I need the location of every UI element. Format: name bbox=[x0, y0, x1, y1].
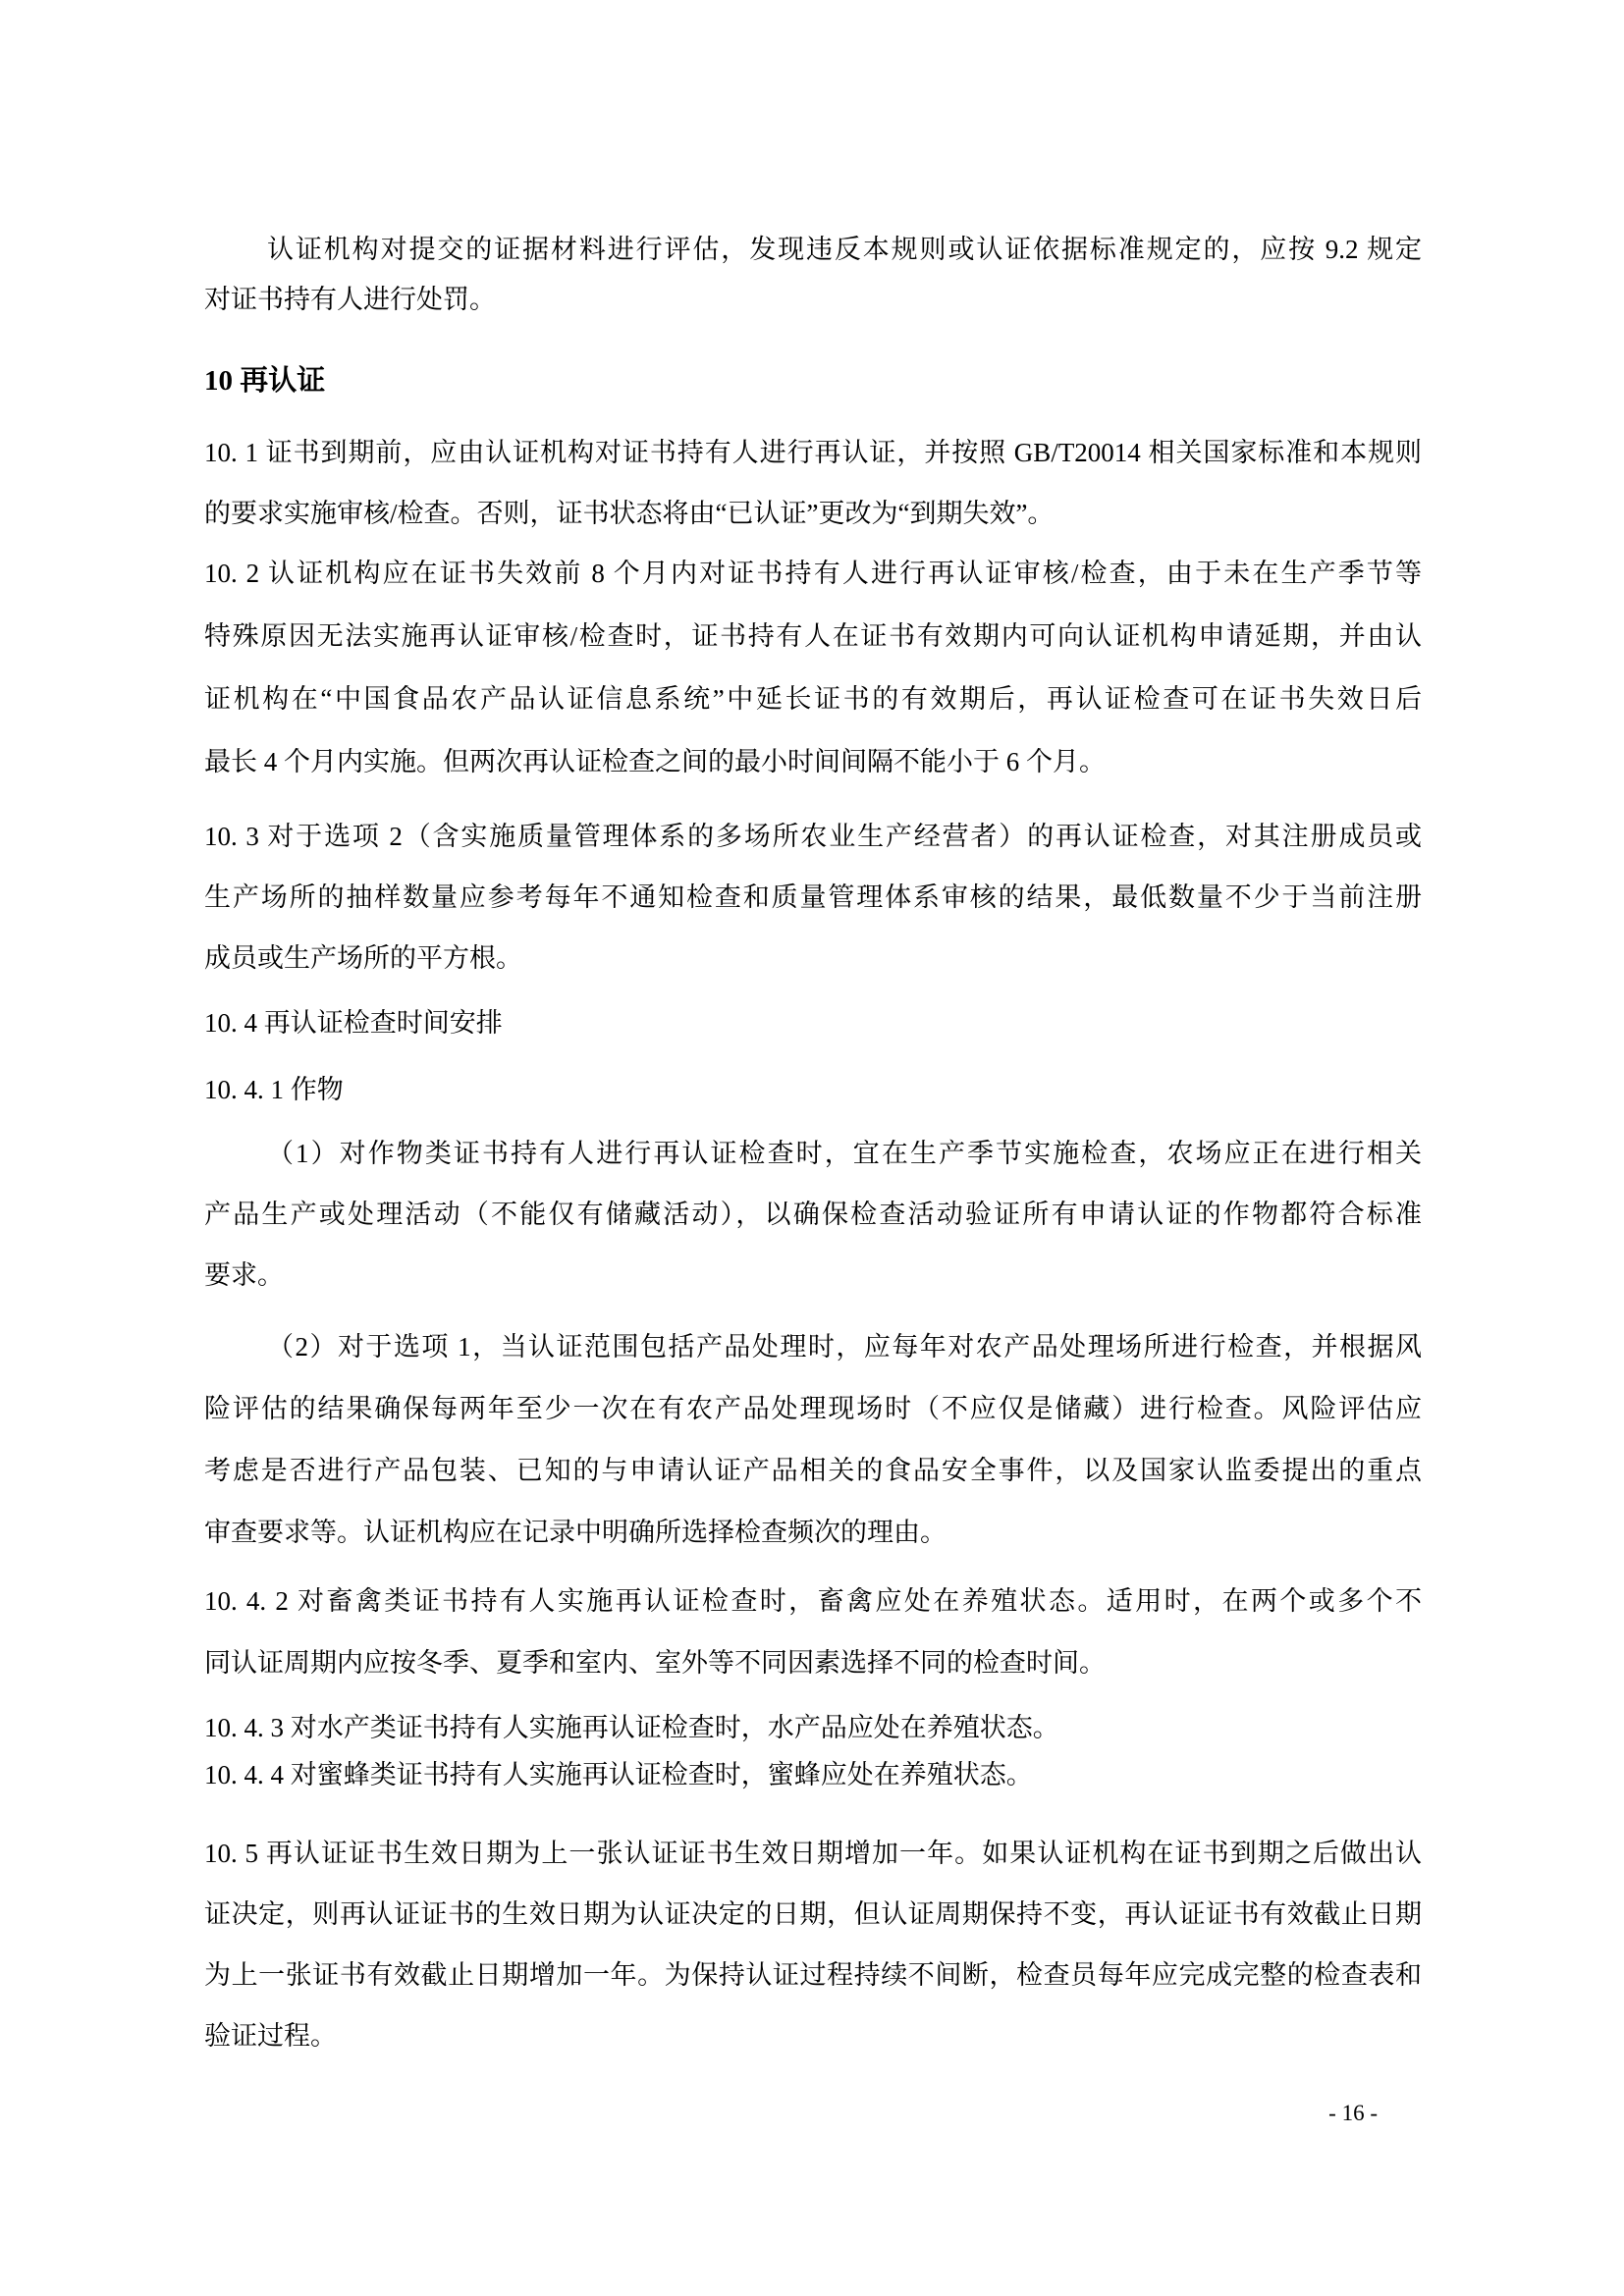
paragraph-10-4-2 bbox=[204, 1571, 1422, 1694]
heading-text: 10 再认证 bbox=[204, 365, 326, 397]
text-line: 生产场所的抽样数量应参考每年不通知检查和质量管理体系审核的结果，最低数量不少于当前注册 bbox=[204, 882, 1422, 912]
text-line: 10. 4 再认证检查时间安排 bbox=[204, 1008, 503, 1038]
text-line: 认证机构对提交的证据材料进行评估，发现违反本规则或认证依据标准规定的，应按 9.2 规定 bbox=[267, 235, 1422, 264]
text-line: 产品生产或处理活动（不能仅有储藏活动），以确保检查活动验证所有申请认证的作物都符合标准 bbox=[204, 1200, 1422, 1229]
text-line: 10. 1 证书到期前，应由认证机构对证书持有人进行再认证，并按照 GB/T20014 相关国家标准和本规则 bbox=[204, 438, 1422, 467]
paragraph-10-3 bbox=[204, 806, 1422, 988]
text-line: 要求。 bbox=[204, 1260, 284, 1290]
text-line: 验证过程。 bbox=[204, 2021, 337, 2051]
text-line: 10. 4. 3 对水产类证书持有人实施再认证检查时，水产品应处在养殖状态。 bbox=[204, 1713, 1059, 1742]
text-line: 10. 4. 2 对畜禽类证书持有人实施再认证检查时，畜禽应处在养殖状态。适用时，在两个或多个不 bbox=[204, 1586, 1422, 1616]
text-line: 同认证周期内应按冬季、夏季和室内、室外等不同因素选择不同的检查时间。 bbox=[204, 1648, 1106, 1678]
page-number: - 16 - bbox=[1328, 2101, 1378, 2125]
text-line: 考虑是否进行产品包装、已知的与申请认证产品相关的食品安全事件，以及国家认监委提出的重点 bbox=[204, 1456, 1422, 1485]
paragraph-item-2 bbox=[204, 1316, 1422, 1564]
text-line: 最长 4 个月内实施。但两次再认证检查之间的最小时间间隔不能小于 6 个月。 bbox=[204, 747, 1106, 776]
text-line: （2）对于选项 1，当认证范围包括产品处理时，应每年对农产品处理场所进行检查，并根据风 bbox=[267, 1332, 1422, 1362]
text-line: 特殊原因无法实施再认证审核/检查时，证书持有人在证书有效期内可向认证机构申请延期，并由认 bbox=[204, 621, 1422, 651]
paragraph-10-1 bbox=[204, 422, 1422, 544]
text-line: 10. 3 对于选项 2（含实施质量管理体系的多场所农业生产经营者）的再认证检查，对其注册成员或 bbox=[204, 822, 1422, 851]
paragraph-item-1 bbox=[204, 1123, 1422, 1306]
text-line: 10. 2 认证机构应在证书失效前 8 个月内对证书持有人进行再认证审核/检查，由于未在生产季节等 bbox=[204, 559, 1422, 588]
section-heading-10 bbox=[204, 354, 1422, 407]
text-line: 证决定，则再认证证书的生效日期为认证决定的日期，但认证周期保持不变，再认证证书有效截止日期 bbox=[204, 1899, 1422, 1929]
page-footer bbox=[204, 2094, 1422, 2133]
text-line: （1）对作物类证书持有人进行再认证检查时，宜在生产季节实施检查，农场应正在进行相关 bbox=[267, 1139, 1422, 1168]
text-line: 险评估的结果确保每两年至少一次在有农产品处理现场时（不应仅是储藏）进行检查。风险评估应 bbox=[204, 1394, 1422, 1423]
paragraph-10-5 bbox=[204, 1823, 1422, 2066]
text-line: 证机构在“中国食品农产品认证信息系统”中延长证书的有效期后，再认证检查可在证书失效日后 bbox=[204, 684, 1422, 714]
text-line: 10. 4. 1 作物 bbox=[204, 1075, 344, 1104]
text-line: 10. 4. 4 对蜜蜂类证书持有人实施再认证检查时，蜜蜂应处在养殖状态。 bbox=[204, 1760, 1033, 1789]
text-line: 10. 5 再认证证书生效日期为上一张认证证书生效日期增加一年。如果认证机构在证书到期之后做出认 bbox=[204, 1839, 1422, 1868]
text-line: 成员或生产场所的平方根。 bbox=[204, 943, 522, 973]
paragraph-10-2 bbox=[204, 542, 1422, 793]
paragraph-10-4 bbox=[204, 992, 1422, 1053]
text-line: 为上一张证书有效截止日期增加一年。为保持认证过程持续不间断，检查员每年应完成完整的检查表和 bbox=[204, 1960, 1422, 1990]
paragraph-intro bbox=[204, 225, 1422, 325]
text-line: 审查要求等。认证机构应在记录中明确所选择检查频次的理由。 bbox=[204, 1518, 947, 1547]
text-line: 对证书持有人进行处罚。 bbox=[204, 285, 496, 314]
paragraph-10-4-4 bbox=[204, 1744, 1422, 1805]
text-line: 的要求实施审核/检查。否则，证书状态将由“已认证”更改为“到期失效”。 bbox=[204, 499, 1055, 528]
paragraph-10-4-1 bbox=[204, 1059, 1422, 1120]
